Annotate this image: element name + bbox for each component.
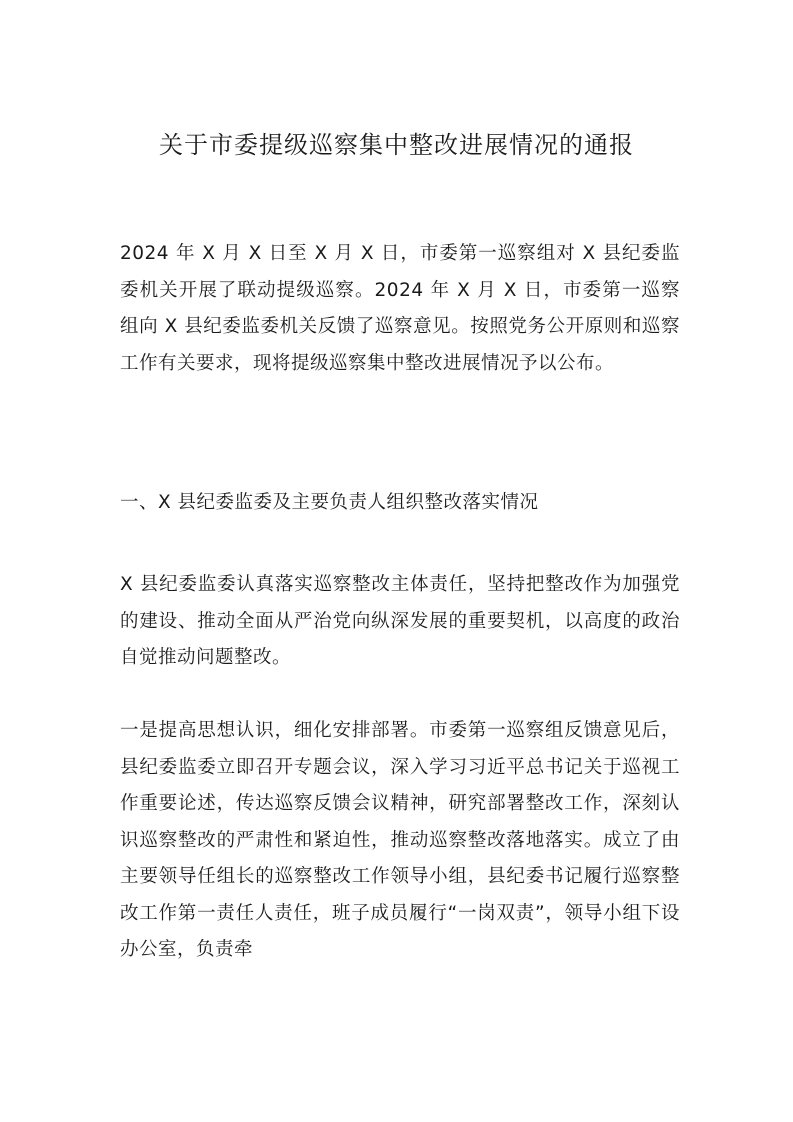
body-paragraph: X 县纪委监委认真落实巡察整改主体责任，坚持把整改作为加强党的建设、推动全面从严治党向纵深发展的重要契机，以高度的政治自觉推动问题整改。 [120, 574, 680, 668]
document-title: 关于市委提级巡察集中整改进展情况的通报 [159, 131, 634, 159]
body-paragraph: 一是提高思想认识，细化安排部署。市委第一巡察组反馈意见后，县纪委监委立即召开专题会议，深入学习习近平总书记关于巡视工作重要论述，传达巡察反馈会议精神，研究部署整改工作，深刻认识巡察整改的严肃性和紧迫性，推动巡察整改落地落实。成立了由主要领导任组长的巡察整改工作领导小组，县纪委书记履行巡察整改工作第一责任人责任，班子成员履行“一岗双责”，领导小组下设办公室，负责牵 [120, 720, 680, 960]
section-heading: 一、X 县纪委监委及主要负责人组织整改落实情况 [120, 492, 539, 513]
intro-paragraph: 2024 年 X 月 X 日至 X 月 X 日，市委第一巡察组对 X 县纪委监委机关开展了联动提级巡察。2024 年 X 月 X 日，市委第一巡察组向 X 县纪委监委机关反馈了巡察意见。按照党务公开原则和巡察工作有关要求，现将提级巡察集中整改进展情况予以公布。 [120, 243, 680, 374]
